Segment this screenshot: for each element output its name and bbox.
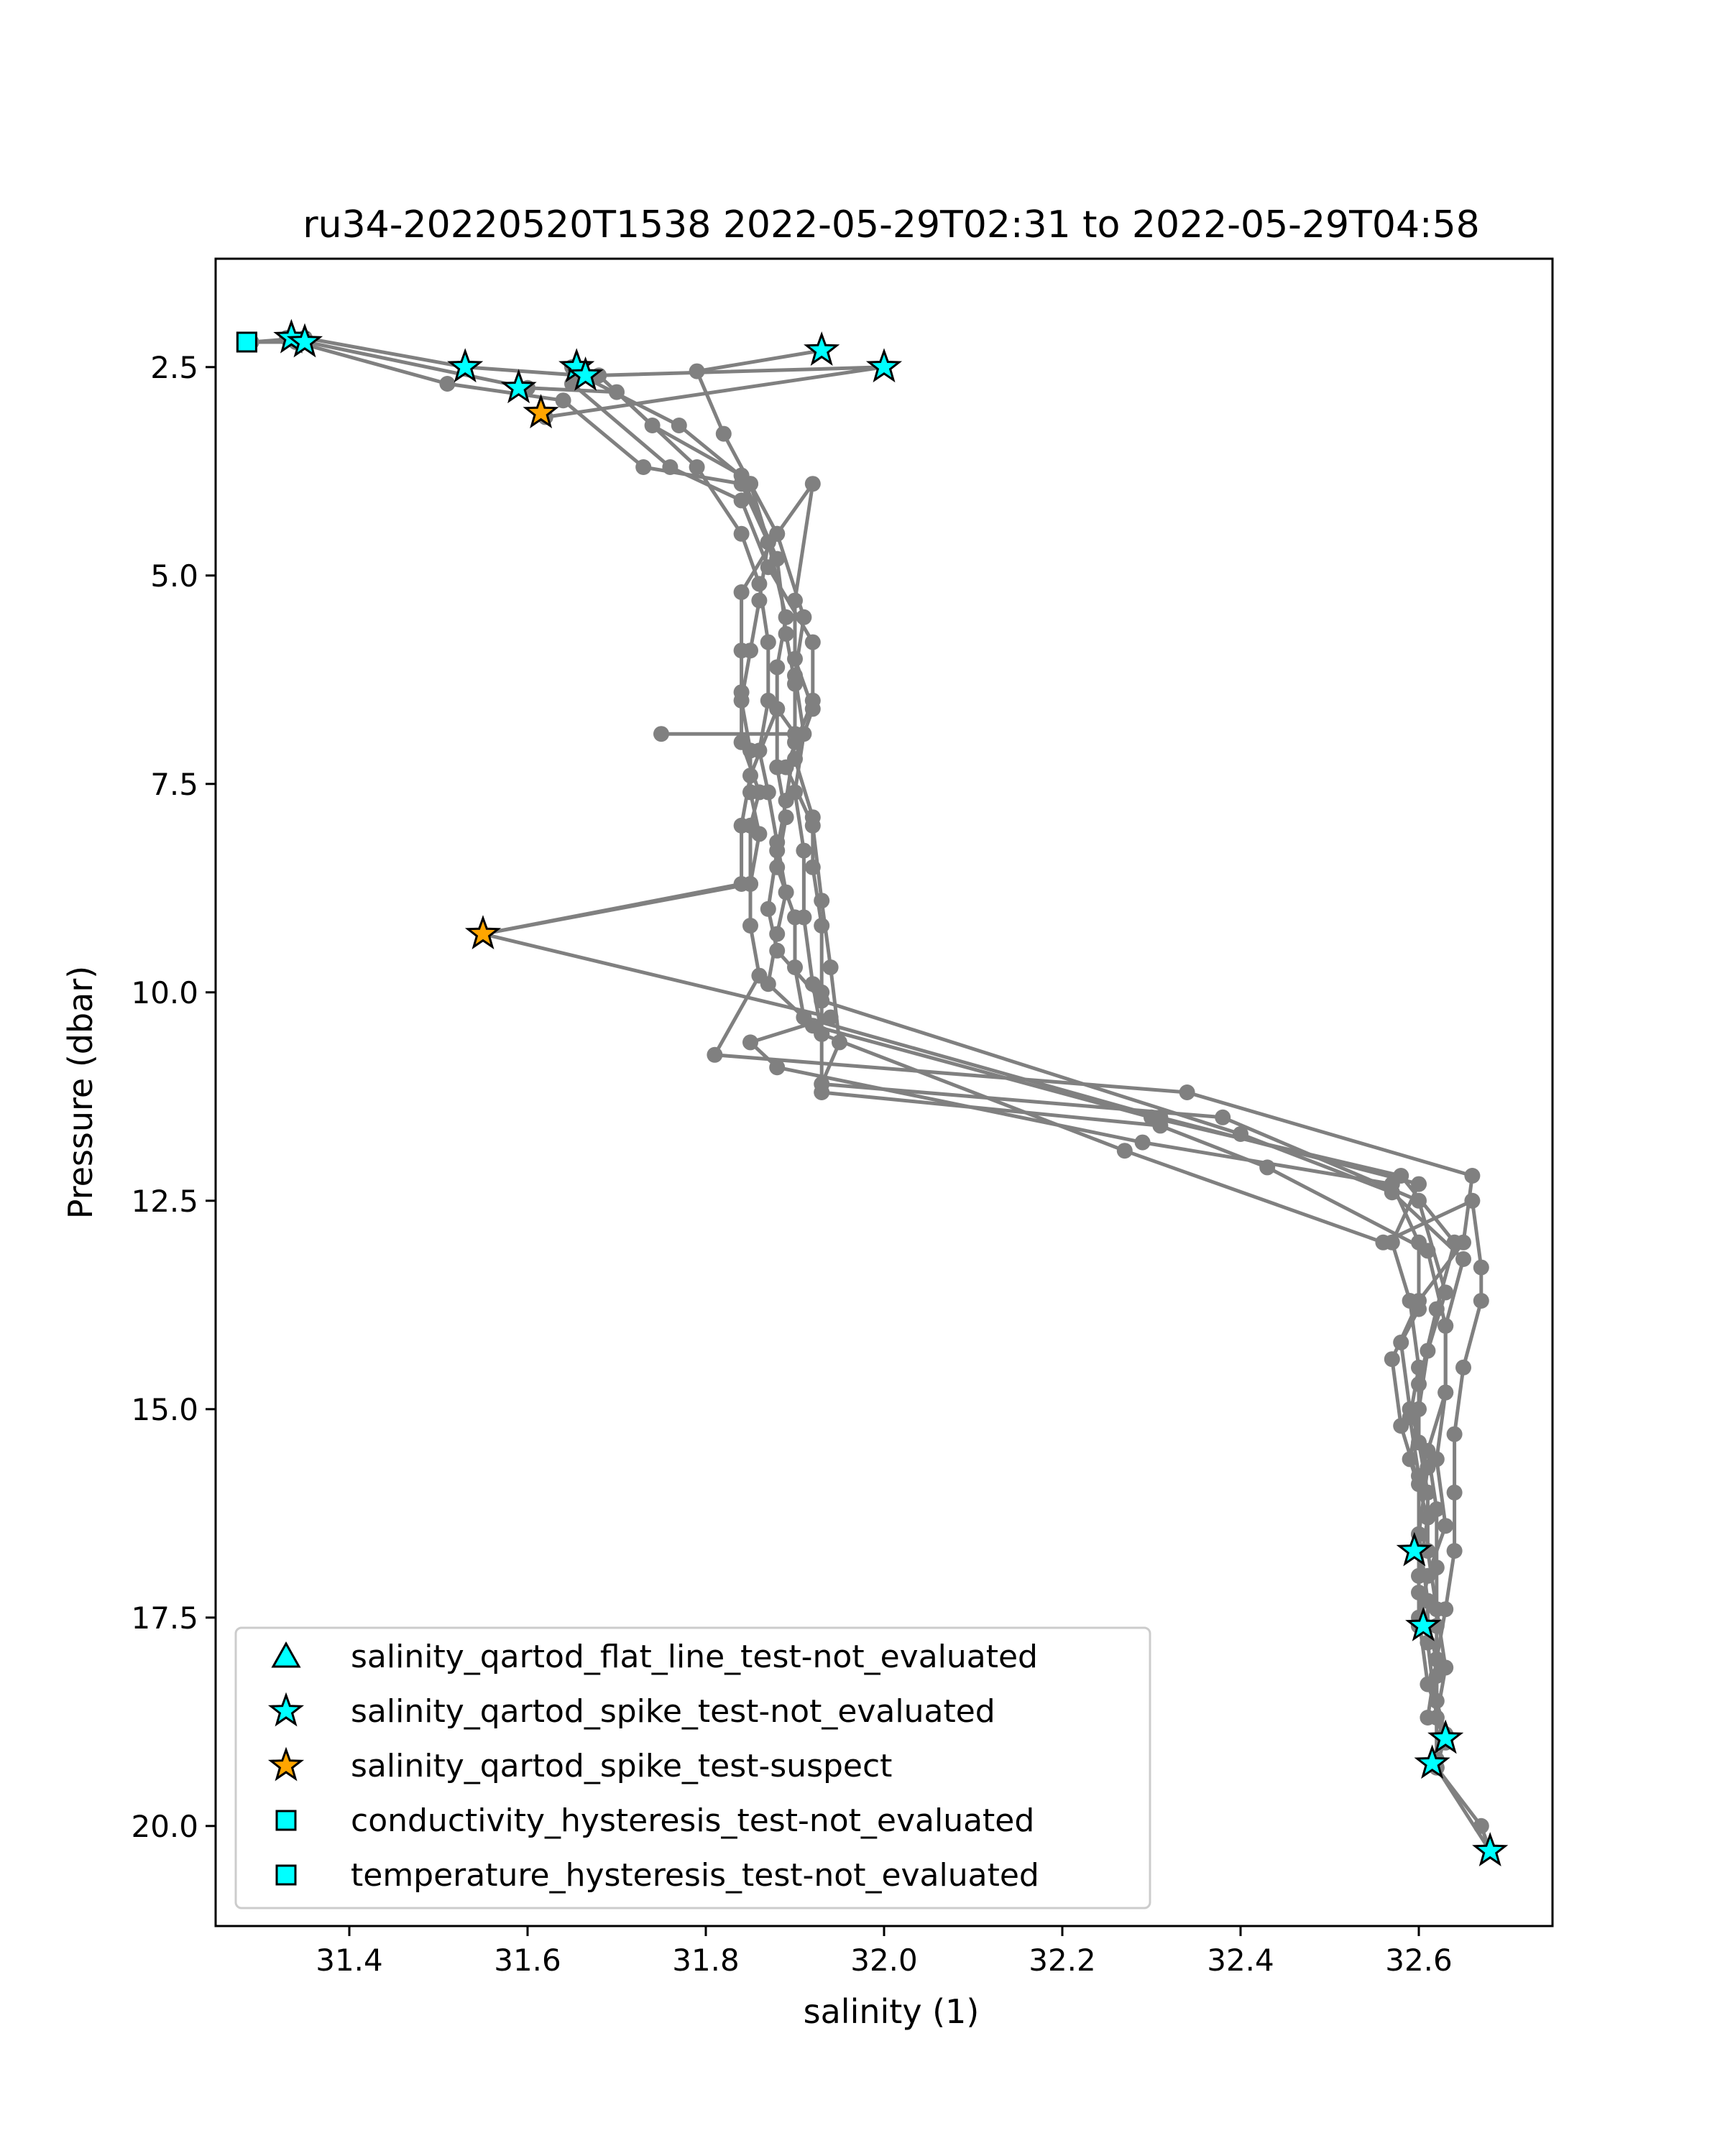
profile-point xyxy=(556,392,571,408)
profile-point xyxy=(1447,1485,1463,1501)
profile-point xyxy=(689,364,705,379)
profile-point xyxy=(787,651,803,667)
profile-point xyxy=(1438,1318,1453,1334)
profile-point xyxy=(769,526,785,542)
star-marker xyxy=(468,918,498,947)
profile-point xyxy=(751,576,767,591)
profile-point xyxy=(439,376,455,392)
profile-point xyxy=(1420,1568,1435,1584)
profile-point xyxy=(1473,1293,1489,1309)
profile-point xyxy=(769,659,785,675)
profile-point xyxy=(1375,1235,1391,1250)
profile-point xyxy=(805,860,821,875)
profile-point xyxy=(796,909,811,925)
y-axis-ticks xyxy=(131,350,216,1844)
profile-point xyxy=(832,1034,847,1050)
x-axis-ticks xyxy=(316,1926,1453,1978)
profile-point xyxy=(1447,1543,1463,1559)
profile-point xyxy=(1455,1251,1471,1267)
x-tick-label: 32.4 xyxy=(1207,1943,1274,1978)
profile-point xyxy=(742,1034,758,1050)
x-tick-label: 31.6 xyxy=(494,1943,561,1978)
profile-point xyxy=(1429,1693,1445,1709)
profile-point xyxy=(1384,1351,1400,1367)
profile-line-3 xyxy=(287,338,1454,1743)
profile-point xyxy=(805,476,821,492)
y-tick-label: 12.5 xyxy=(131,1183,198,1219)
profile-point xyxy=(814,1084,829,1100)
profile-point xyxy=(742,768,758,783)
profile-point xyxy=(1402,1451,1418,1467)
profile-point xyxy=(734,876,750,892)
profile-point xyxy=(805,809,821,825)
profile-point xyxy=(689,459,705,475)
y-tick-label: 20.0 xyxy=(131,1808,198,1844)
profile-point xyxy=(1411,1302,1427,1317)
profile-point xyxy=(1117,1143,1133,1158)
profile-point xyxy=(751,784,767,800)
profile-point xyxy=(716,426,732,442)
star-marker xyxy=(806,335,837,364)
profile-point xyxy=(787,751,803,767)
profile-line-4 xyxy=(546,367,1463,1759)
profile-point xyxy=(805,635,821,650)
profile-point xyxy=(1215,1110,1230,1125)
x-axis-label: salinity (1) xyxy=(803,1992,980,2031)
square-icon xyxy=(277,1866,295,1884)
legend xyxy=(236,1628,1150,1908)
profile-point xyxy=(1420,1343,1435,1359)
profile-point xyxy=(769,701,785,717)
profile-point xyxy=(671,418,687,433)
profile-point xyxy=(742,476,758,492)
x-tick-label: 32.6 xyxy=(1385,1943,1453,1978)
profile-line-6 xyxy=(572,367,1445,1626)
profile-point xyxy=(760,559,776,575)
y-axis-label: Pressure (dbar) xyxy=(61,965,100,1220)
profile-point xyxy=(814,1026,829,1042)
x-tick-label: 31.4 xyxy=(316,1943,383,1978)
profile-point xyxy=(814,985,829,1000)
star-marker xyxy=(1475,1835,1505,1864)
legend-label: salinity_qartod_spike_test-suspect xyxy=(351,1748,893,1784)
profile-point xyxy=(1438,1385,1453,1401)
profile-point xyxy=(769,1059,785,1075)
x-tick-label: 31.8 xyxy=(672,1943,740,1978)
x-tick-label: 32.0 xyxy=(850,1943,918,1978)
profile-point xyxy=(760,976,776,992)
profile-point xyxy=(734,684,750,700)
profile-point xyxy=(769,843,785,859)
profile-point xyxy=(1464,1193,1480,1209)
profile-point xyxy=(1464,1168,1480,1184)
profile-point xyxy=(1438,1601,1453,1617)
y-tick-label: 15.0 xyxy=(131,1391,198,1427)
profile-point xyxy=(796,843,811,859)
legend-label: conductivity_hysteresis_test-not_evaluated xyxy=(351,1802,1035,1839)
legend-label: salinity_qartod_spike_test-not_evaluated xyxy=(351,1693,995,1730)
profile-point xyxy=(734,642,750,658)
profile-point xyxy=(734,734,750,750)
profile-point xyxy=(1420,1710,1435,1726)
profile-point xyxy=(734,526,750,542)
profile-point xyxy=(1447,1427,1463,1442)
profile-point xyxy=(778,885,794,900)
profile-point xyxy=(1411,1193,1427,1209)
profile-point xyxy=(707,1047,722,1063)
square-icon xyxy=(277,1811,295,1830)
profile-point xyxy=(1393,1335,1409,1350)
y-tick-label: 10.0 xyxy=(131,975,198,1010)
profile-point xyxy=(787,593,803,609)
y-tick-label: 5.0 xyxy=(150,558,198,594)
profile-point xyxy=(1402,1401,1418,1417)
x-tick-label: 32.2 xyxy=(1029,1943,1096,1978)
profile-point xyxy=(1179,1084,1195,1100)
profile-point xyxy=(1473,1260,1489,1276)
profile-point xyxy=(742,918,758,934)
profile-point xyxy=(645,418,661,433)
profile-point xyxy=(769,943,785,959)
profile-point xyxy=(1455,1360,1471,1376)
y-tick-label: 7.5 xyxy=(150,766,198,802)
profile-point xyxy=(1420,1460,1435,1475)
profile-line-1 xyxy=(252,338,1491,1851)
star-marker xyxy=(869,351,899,380)
profile-point xyxy=(734,492,750,508)
profile-point xyxy=(760,635,776,650)
profile-point xyxy=(1438,1518,1453,1534)
square-marker xyxy=(237,333,256,351)
chart-title: ru34-20220520T1538 2022-05-29T02:31 to 2022-05-29T04:58 xyxy=(303,203,1480,247)
profile-point xyxy=(1152,1118,1168,1133)
profile-point xyxy=(823,959,839,975)
profile-point xyxy=(1411,1585,1427,1600)
profile-point xyxy=(823,1010,839,1026)
y-tick-label: 2.5 xyxy=(150,349,198,385)
profile-point xyxy=(734,584,750,600)
profile-point xyxy=(1135,1135,1151,1151)
profile-point xyxy=(778,626,794,642)
profile-point xyxy=(787,726,803,742)
legend-label: salinity_qartod_flat_line_test-not_evaluated xyxy=(351,1639,1038,1675)
profile-point xyxy=(1429,1651,1445,1667)
profile-point xyxy=(1384,1176,1400,1192)
profile-line-8 xyxy=(483,709,1445,1734)
legend-label: temperature_hysteresis_test-not_evaluated xyxy=(351,1857,1039,1894)
profile-point xyxy=(805,701,821,717)
profile-point xyxy=(760,901,776,917)
profile-line-7 xyxy=(483,484,1445,1626)
profile-point xyxy=(653,726,669,742)
y-tick-label: 17.5 xyxy=(131,1600,198,1636)
profile-point xyxy=(662,459,678,475)
profile-point xyxy=(1411,1235,1427,1250)
profile-point xyxy=(734,818,750,834)
profile-point xyxy=(814,918,829,934)
profile-point xyxy=(635,459,651,475)
